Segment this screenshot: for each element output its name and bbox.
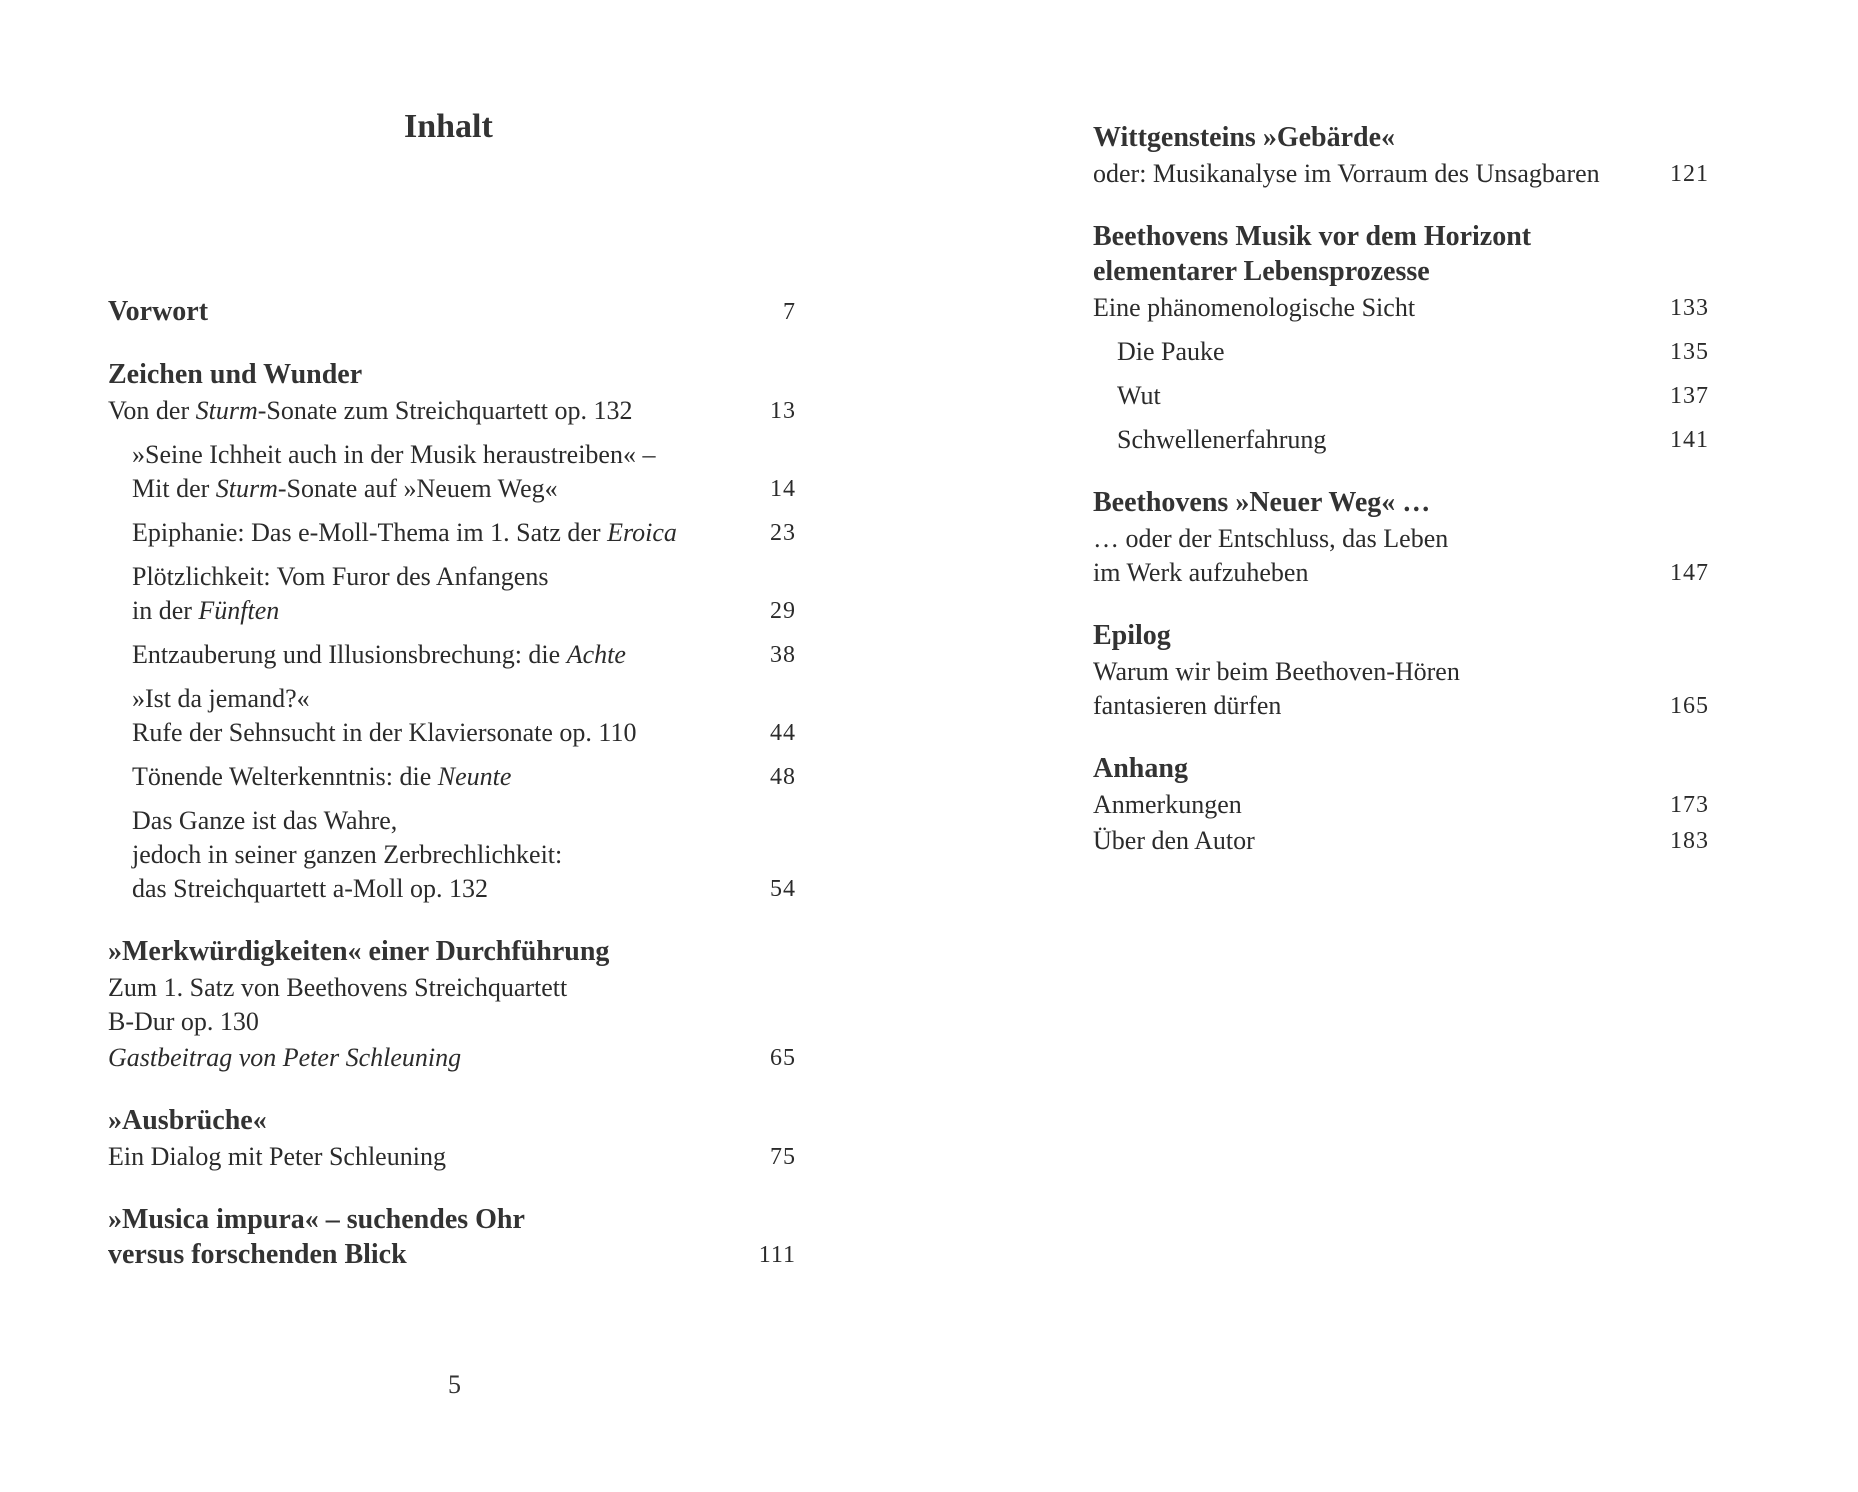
toc-subentry <box>108 516 796 550</box>
toc-subentry <box>1093 335 1709 369</box>
toc-subentry <box>1093 423 1709 457</box>
entry-title <box>1093 824 1649 858</box>
toc-entry <box>108 1041 796 1075</box>
entry-line: … oder der Entschluss, das Leben <box>1093 524 1449 553</box>
italic-title: Achte <box>566 640 626 669</box>
entry-title <box>1093 157 1649 191</box>
entry-page-number: 173 <box>1670 792 1709 818</box>
entry-line: Eine phänomenologische Sicht <box>1093 293 1416 322</box>
entry-page-number: 147 <box>1670 560 1709 586</box>
toc-subentry <box>108 760 796 794</box>
entry-page-number: 141 <box>1670 427 1709 453</box>
entry-page-number: 54 <box>770 876 796 902</box>
entry-line: »Ist da jemand?« <box>132 684 310 713</box>
heading-page-number: 111 <box>758 1242 796 1268</box>
heading-line: Wittgensteins »Gebärde« <box>1093 122 1396 153</box>
toc-section <box>108 357 796 906</box>
entry-line: Warum wir beim Beethoven-Hören <box>1093 657 1460 686</box>
toc-subentry <box>108 438 796 506</box>
italic-title: Sturm <box>195 396 258 425</box>
heading-line: elementarer Lebensprozesse <box>1093 256 1430 287</box>
toc-entry <box>1093 291 1709 325</box>
heading-line: Epilog <box>1093 620 1171 651</box>
table-of-contents-right <box>1093 118 1709 886</box>
heading-line: Beethovens Musik vor dem Horizont <box>1093 221 1532 252</box>
toc-section <box>1093 219 1709 457</box>
section-heading <box>108 1202 736 1272</box>
entry-line: Epiphanie: Das e-Moll-Thema im 1. Satz der Eroica <box>132 518 677 547</box>
toc-entry <box>1093 788 1709 822</box>
entry-title <box>1093 788 1649 822</box>
entry-line: jedoch in seiner ganzen Zerbrechlichkeit: <box>132 840 563 869</box>
entry-line: das Streichquartett a-Moll op. 132 <box>132 874 488 903</box>
entry-title <box>1093 291 1649 325</box>
entry-page-number: 75 <box>770 1144 796 1170</box>
section-heading <box>108 934 736 969</box>
toc-entry <box>108 394 796 428</box>
entry-title <box>108 971 736 1039</box>
entry-line: Mit der Sturm-Sonate auf »Neuem Weg« <box>132 474 558 503</box>
section-heading <box>1093 618 1649 653</box>
entry-title <box>132 638 736 672</box>
entry-line: in der Fünften <box>132 596 280 625</box>
entry-line: Über den Autor <box>1093 826 1255 855</box>
entry-title <box>132 560 736 628</box>
section-heading-row <box>108 934 796 969</box>
entry-title <box>108 1041 736 1075</box>
section-heading-row <box>1093 485 1709 520</box>
entry-title <box>1093 655 1649 723</box>
entry-line: Anmerkungen <box>1093 790 1242 819</box>
section-heading-row <box>1093 120 1709 155</box>
entry-title <box>108 1140 736 1174</box>
entry-line: Schwellenerfahrung <box>1117 425 1327 454</box>
entry-title <box>132 438 736 506</box>
section-heading <box>1093 120 1649 155</box>
section-heading <box>108 357 736 392</box>
entry-title <box>1117 379 1649 413</box>
toc-entry <box>1093 157 1709 191</box>
italic-title: Gastbeitrag von Peter Schleuning <box>108 1043 462 1072</box>
toc-section <box>1093 485 1709 590</box>
toc-entry <box>1093 824 1709 858</box>
entry-title <box>132 516 736 550</box>
entry-page-number: 121 <box>1670 161 1709 187</box>
toc-section <box>1093 120 1709 191</box>
entry-page-number: 135 <box>1670 339 1709 365</box>
toc-entry <box>1093 655 1709 723</box>
heading-line: versus forschenden Blick <box>108 1239 407 1270</box>
heading-page-number: 7 <box>783 299 796 325</box>
toc-section <box>108 1202 796 1272</box>
entry-line: Die Pauke <box>1117 337 1225 366</box>
toc-section <box>1093 618 1709 723</box>
entry-page-number: 38 <box>770 642 796 668</box>
entry-line: oder: Musikanalyse im Vorraum des Unsagbaren <box>1093 159 1600 188</box>
entry-line: Von der Sturm-Sonate zum Streichquartett op. 132 <box>108 396 633 425</box>
entry-page-number: 23 <box>770 520 796 546</box>
entry-page-number: 48 <box>770 764 796 790</box>
entry-line: »Seine Ichheit auch in der Musik heraustreiben« – <box>132 440 656 469</box>
heading-line: Vorwort <box>108 296 209 327</box>
entry-line: Plötzlichkeit: Vom Furor des Anfangens <box>132 562 549 591</box>
toc-entry <box>1093 522 1709 590</box>
toc-subentry <box>108 638 796 672</box>
entry-title <box>132 760 736 794</box>
section-heading-row <box>1093 751 1709 786</box>
entry-line: Wut <box>1117 381 1161 410</box>
entry-title <box>1117 335 1649 369</box>
toc-section <box>108 934 796 1075</box>
section-heading-row <box>1093 219 1709 289</box>
entry-line: Rufe der Sehnsucht in der Klaviersonate op. 110 <box>132 718 637 747</box>
toc-subentry <box>108 804 796 906</box>
heading-line: Anhang <box>1093 753 1188 784</box>
section-heading-row <box>108 1103 796 1138</box>
section-heading <box>108 294 736 329</box>
entry-line <box>108 1041 736 1075</box>
entry-line: Tönende Welterkenntnis: die Neunte <box>132 762 512 791</box>
right-page <box>929 0 1858 1492</box>
section-heading <box>1093 219 1649 289</box>
toc-subentry <box>108 560 796 628</box>
entry-page-number: 183 <box>1670 828 1709 854</box>
entry-page-number: 44 <box>770 720 796 746</box>
toc-subentry <box>108 682 796 750</box>
entry-title <box>1093 522 1649 590</box>
page-title: Inhalt <box>404 108 493 145</box>
entry-line: fantasieren dürfen <box>1093 691 1282 720</box>
table-of-contents-left <box>108 292 796 1300</box>
entry-page-number: 13 <box>770 398 796 424</box>
heading-line: »Ausbrüche« <box>108 1105 267 1136</box>
section-heading-row <box>108 1202 796 1272</box>
entry-page-number: 14 <box>770 476 796 502</box>
heading-line: Beethovens »Neuer Weg« … <box>1093 487 1431 518</box>
italic-title: Eroica <box>607 518 677 547</box>
toc-section <box>108 1103 796 1174</box>
entry-page-number: 65 <box>770 1045 796 1071</box>
section-heading <box>1093 485 1649 520</box>
entry-line: Zum 1. Satz von Beethovens Streichquartett <box>108 973 568 1002</box>
italic-title: Sturm <box>215 474 278 503</box>
entry-title <box>132 804 736 906</box>
section-heading-row <box>108 357 796 392</box>
entry-line: im Werk aufzuheben <box>1093 558 1309 587</box>
heading-line: Zeichen und Wunder <box>108 359 363 390</box>
italic-title: Fünften <box>198 596 280 625</box>
heading-line: »Musica impura« – suchendes Ohr <box>108 1204 525 1235</box>
entry-title <box>108 394 736 428</box>
entry-title <box>1117 423 1649 457</box>
entry-page-number: 133 <box>1670 295 1709 321</box>
page-number: 5 <box>448 1370 461 1399</box>
toc-section <box>108 294 796 329</box>
entry-line: B-Dur op. 130 <box>108 1007 259 1036</box>
toc-entry <box>108 1140 796 1174</box>
section-heading-row <box>1093 618 1709 653</box>
entry-line: Das Ganze ist das Wahre, <box>132 806 398 835</box>
entry-title <box>132 682 736 750</box>
heading-line: »Merkwürdigkeiten« einer Durchführung <box>108 936 610 967</box>
entry-page-number: 137 <box>1670 383 1709 409</box>
toc-entry <box>108 971 796 1039</box>
section-heading-row <box>108 294 796 329</box>
section-heading <box>1093 751 1649 786</box>
section-heading <box>108 1103 736 1138</box>
entry-line: Ein Dialog mit Peter Schleuning <box>108 1142 446 1171</box>
toc-subentry <box>1093 379 1709 413</box>
entry-line: Entzauberung und Illusionsbrechung: die Achte <box>132 640 626 669</box>
toc-section <box>1093 751 1709 858</box>
entry-page-number: 29 <box>770 598 796 624</box>
italic-title: Neunte <box>437 762 512 791</box>
entry-page-number: 165 <box>1670 693 1709 719</box>
